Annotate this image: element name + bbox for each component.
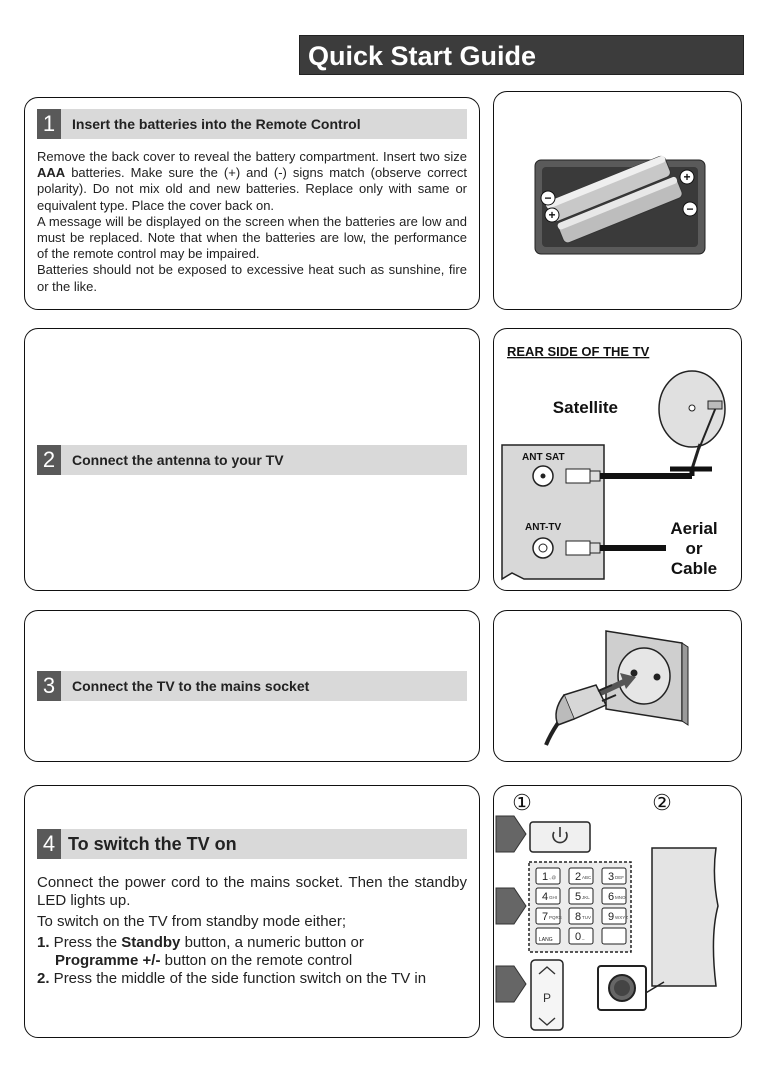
lang-key-label: LANG xyxy=(539,937,553,943)
programme-label: P xyxy=(542,991,552,1005)
wall-socket-icon xyxy=(606,631,688,725)
numeric-key-sub-label: .,@ xyxy=(549,875,557,880)
minus-sign-right: − xyxy=(686,202,694,216)
step4-item1 xyxy=(37,934,467,952)
step2-heading: Connect the antenna to your TV xyxy=(72,452,284,468)
step3-header xyxy=(37,671,467,701)
arrow-right-icon xyxy=(496,816,526,852)
satellite-label: Satellite xyxy=(552,398,618,417)
aerial-label-line2: or xyxy=(685,539,703,558)
step2-number: 2 xyxy=(37,445,61,475)
step1-paragraph1-a: Remove the back cover to reveal the battery compartment. Insert two size xyxy=(37,149,467,164)
marker-1: ① xyxy=(512,790,532,815)
step4-item2-text: Press the middle of the side function switch on the TV in xyxy=(49,970,427,987)
step1-paragraph1-bold: AAA xyxy=(37,165,66,181)
tv-side-icon xyxy=(644,848,718,994)
numeric-key-label: 6 xyxy=(608,891,615,903)
step4-heading: To switch the TV on xyxy=(68,833,237,854)
numeric-key-label: 9 xyxy=(608,911,615,923)
numeric-key-sub-label: MNO xyxy=(615,895,626,900)
aerial-label-line3: Cable xyxy=(670,559,718,578)
step4-item1-bold2: Programme +/- xyxy=(55,952,161,969)
numeric-key-sub-label: DEF xyxy=(615,875,624,880)
step4-item1-num: 1. xyxy=(37,934,50,951)
step4-item1-a: Press the xyxy=(49,934,122,951)
step1-header xyxy=(37,109,467,139)
numeric-key-sub-label: ABC xyxy=(582,875,592,880)
rear-side-label: REAR SIDE OF THE TV xyxy=(507,344,650,359)
minus-sign-left: − xyxy=(544,191,552,205)
numeric-key-sub-label: _ xyxy=(582,935,585,940)
numeric-key-label: 1 xyxy=(542,871,549,883)
step4-number: 4 xyxy=(37,829,61,859)
step2-header xyxy=(37,445,467,475)
antenna-figure xyxy=(494,329,741,590)
step1-paragraph3: Batteries should not be exposed to excessive heat such as sunshine, fire or the like. xyxy=(37,262,467,294)
step4-item1-b: button, a numeric button or xyxy=(180,934,364,951)
arrow-right-icon xyxy=(496,966,526,1002)
numeric-key-sub-label: TUV xyxy=(582,915,591,920)
step4-line1: Connect the power cord to the mains socket. Then the standby LED lights up. xyxy=(37,874,467,909)
step4-item1-c: button on the remote control xyxy=(160,952,353,969)
step4-line2: To switch on the TV from standby mode either; xyxy=(37,913,347,930)
step3-number: 3 xyxy=(37,671,61,701)
numeric-key-label: 4 xyxy=(542,891,549,903)
step1-paragraph2: A message will be displayed on the screen when the batteries are low and must be replaced. Note that when the batteries are low, the performance of the remote control may be impaired. xyxy=(37,213,467,262)
battery-figure xyxy=(530,155,710,259)
ant-tv-label: ANT-TV xyxy=(525,522,562,533)
step1-paragraph1 xyxy=(37,149,467,214)
mains-socket-figure xyxy=(494,611,741,761)
numeric-key-label: 2 xyxy=(575,871,582,883)
numeric-key-label: 5 xyxy=(575,891,582,903)
plus-sign-left: + xyxy=(548,208,556,222)
numeric-key-label: 7 xyxy=(542,911,549,923)
remote-figure xyxy=(494,786,741,1037)
numeric-key-label: 3 xyxy=(608,871,615,883)
step1-paragraph1-b: batteries. Make sure the (+) and (-) signs match (observe correct polarity). Do not mix old and new batteries. Replace only with same or equivalent type. Place the cover back on. xyxy=(37,165,467,213)
step1-body xyxy=(37,149,467,295)
satellite-dish-icon xyxy=(659,371,725,469)
numeric-key-sub-label: JKL xyxy=(582,895,590,900)
step3-heading: Connect the TV to the mains socket xyxy=(72,678,310,694)
arrow-right-icon xyxy=(496,888,526,924)
step4-item2-num: 2. xyxy=(37,970,50,987)
page-title: Quick Start Guide xyxy=(299,35,744,75)
aerial-label-line1: Aerial xyxy=(670,519,718,538)
ant-sat-label: ANT SAT xyxy=(522,452,565,463)
step4-item1-bold1: Standby xyxy=(121,934,181,951)
step4-item2 xyxy=(37,970,467,988)
numeric-key-sub-label: WXYZ xyxy=(615,915,628,920)
numeric-key-label: 8 xyxy=(575,911,582,923)
step4-header xyxy=(37,829,467,859)
marker-2: ② xyxy=(652,790,672,815)
numeric-key-sub-label: GHI xyxy=(549,895,558,900)
step1-number: 1 xyxy=(37,109,61,139)
ant-tv-port-icon xyxy=(533,538,553,558)
plus-sign-right: + xyxy=(683,170,691,184)
step4-body xyxy=(37,874,467,988)
numeric-key-label: 0 xyxy=(575,931,582,943)
step1-heading: Insert the batteries into the Remote Control xyxy=(72,116,361,132)
text-key xyxy=(602,928,626,944)
step4-item1-cont xyxy=(37,952,467,970)
numeric-key-sub-label: PQRS xyxy=(549,915,562,920)
